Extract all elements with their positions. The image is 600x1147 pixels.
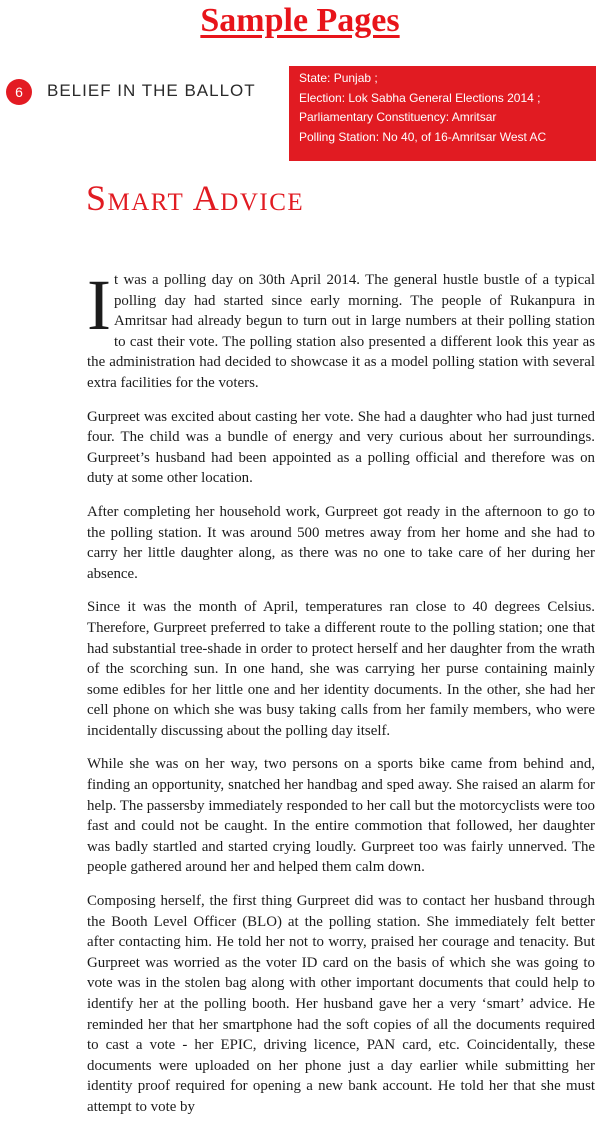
- info-state: State: Punjab ;: [299, 71, 378, 85]
- drop-cap: I: [87, 265, 111, 345]
- paragraph-5: While she was on her way, two persons on a sports bike came from behind and, finding an opportunity, snatched her handbag and sped away. She raised an alarm for help. The passersby immediately responded to her call but the motorcyclists were too fast and could not be caught. In the entire commotion that followed, her daughter was badly startled and started crying loudly. Gurpreet too was fairly unnerved. The people gathered around her and helped them calm down.: [87, 756, 595, 876]
- section-title: Smart Advice: [86, 178, 305, 218]
- page-number-badge: 6: [6, 79, 32, 105]
- sample-pages-banner: [0, 0, 600, 44]
- election-info-box: [289, 66, 596, 161]
- paragraph-1-text: t was a polling day on 30th April 2014. The general hustle bustle of a typical polling day had started since early morning. The people of Rukanpura in Amritsar had already begun to turn out in large numbers at their polling station to cast their vote. The polling station also presented a different look this year as the administration had decided to showcase it as a model polling station with several extra facilities for the voters.: [87, 272, 595, 391]
- paragraph-3: After completing her household work, Gurpreet got ready in the afternoon to go to the polling station. It was around 500 metres away from her home and she had to carry her little daughter along, as there was no one to take care of her during her absence.: [87, 503, 595, 582]
- info-election: Election: Lok Sabha General Elections 2014 ;: [299, 90, 541, 105]
- article-body: [87, 265, 595, 1131]
- paragraph-1: [87, 265, 595, 394]
- banner-title: Sample Pages: [200, 2, 400, 39]
- paragraph-6: Composing herself, the first thing Gurpreet did was to contact her husband through the Booth Level Officer (BLO) at the polling station. She immediately felt better after contacting him. He told her not to worry, praised her courage and tenacity. But Gurpreet was worried as the voter ID card on the basis of which she was going to vote was in the stolen bag along with other important documents that could help to identify her at the polling booth. Her husband gave her a very ‘smart’ advice. He reminded her that her smartphone had the soft copies of all the documents required to cast a vote - her EPIC, driving licence, PAN card, etc. Coincidentally, these documents were uploaded on her phone just a day earlier while submitting her identity proof required for opening a new bank account. He told her that she must attempt to vote by: [87, 893, 595, 1115]
- paragraph-2: Gurpreet was excited about casting her vote. She had a daughter who had just turned four. The child was a bundle of energy and very curious about her surroundings. Gurpreet’s husband had been appointed as a polling official and therefore was on duty at some other location.: [87, 408, 595, 487]
- paragraph-4: Since it was the month of April, temperatures ran close to 40 degrees Celsius. Therefore, Gurpreet preferred to take a different route to the polling station; one that had substantial tree-shade in order to protect herself and her daughter from the wrath of the scorching sun. In one hand, she was carrying her purse containing mainly some edibles for her little one and her identity documents. In the other, she had her cell phone on which she was busy taking calls from her family members, who were incidentally discussing about the polling day itself.: [87, 599, 595, 739]
- info-constituency: Parliamentary Constituency: Amritsar: [299, 110, 497, 124]
- running-header-title: BELIEF IN THE BALLOT: [47, 81, 256, 100]
- info-polling-station: Polling Station: No 40, of 16-Amritsar West AC: [299, 129, 547, 144]
